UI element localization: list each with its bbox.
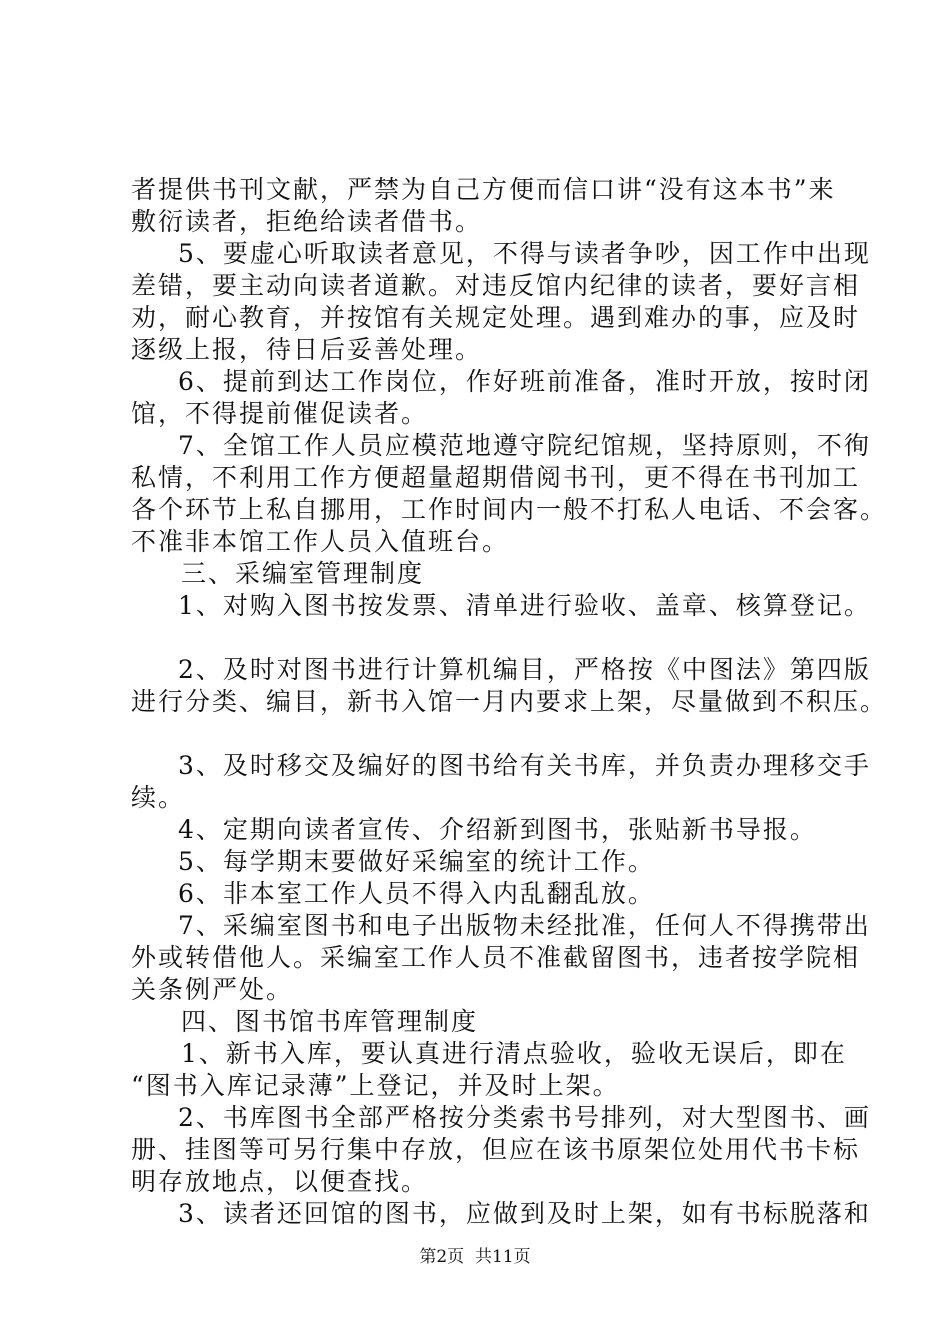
text-line: 敷衍读者，拒绝给读者借书。: [131, 207, 483, 236]
text-line: 外或转借他人。采编室工作人员不准截留图书，违者按学院相: [131, 943, 861, 972]
text-line: 劝，耐心教育，并按馆有关规定处理。遇到难办的事，应及时: [131, 303, 861, 332]
text-line: 1、新书入库，要认真进行清点验收，验收无误后，即在: [181, 1039, 847, 1068]
text-line: 进行分类、编目，新书入馆一月内要求上架，尽量做到不积压。: [131, 687, 888, 716]
text-line: 差错，要主动向读者道歉。对违反馆内纪律的读者，要好言相: [131, 271, 861, 300]
text-line: 5、要虚心听取读者意见，不得与读者争吵，因工作中出现: [178, 239, 871, 268]
text-line: 馆，不得提前催促读者。: [131, 399, 429, 428]
blank-line: [131, 622, 836, 654]
blank-line: [131, 718, 836, 750]
text-line: 6、非本室工作人员不得入内乱翻乱放。: [178, 879, 655, 908]
text-line: 1、对购入图书按发票、清单进行验收、盖章、核算登记。: [178, 591, 871, 620]
text-line: 6、提前到达工作岗位，作好班前准备，准时开放，按时闭: [178, 367, 871, 396]
text-line: 明存放地点，以便查找。: [131, 1167, 429, 1196]
text-line: 4、定期向读者宣传、介绍新到图书，张贴新书导报。: [178, 815, 817, 844]
text-line: 5、每学期末要做好采编室的统计工作。: [178, 847, 655, 876]
text-line: 逐级上报，待日后妥善处理。: [131, 335, 483, 364]
text-line: 关条例严处。: [131, 975, 294, 1004]
document-body: [131, 174, 888, 1230]
section-heading: 三、采编室管理制度: [181, 559, 425, 588]
text-line: 3、读者还回馆的图书，应做到及时上架，如有书标脱落和: [178, 1199, 871, 1228]
page-number-footer: 第2页 共11页: [419, 1247, 531, 1267]
section-heading: 四、图书馆书库管理制度: [181, 1007, 479, 1036]
text-line: “图书入库记录薄”上登记，并及时上架。: [131, 1071, 620, 1100]
text-line: 7、全馆工作人员应模范地遵守院纪馆规，坚持原则，不徇: [178, 431, 871, 460]
text-line: 私情，不利用工作方便超量超期借阅书刊，更不得在书刊加工: [131, 463, 861, 492]
text-line: 各个环节上私自挪用，工作时间内一般不打私人电话、不会客。: [131, 495, 888, 524]
text-line: 2、及时对图书进行计算机编目，严格按《中图法》第四版: [178, 655, 871, 684]
text-line: 3、及时移交及编好的图书给有关书库，并负责办理移交手: [178, 751, 871, 780]
text-line: 7、采编室图书和电子出版物未经批准，任何人不得携带出: [178, 911, 871, 940]
text-line: 2、书库图书全部严格按分类索书号排列，对大型图书、画: [178, 1103, 871, 1132]
text-line: 不准非本馆工作人员入值班台。: [131, 527, 510, 556]
text-line: 续。: [131, 783, 186, 812]
text-line: 册、挂图等可另行集中存放，但应在该书原架位处用代书卡标: [131, 1135, 861, 1164]
text-line: 者提供书刊文献，严禁为自己方便而信口讲“没有这本书”来: [131, 175, 836, 204]
